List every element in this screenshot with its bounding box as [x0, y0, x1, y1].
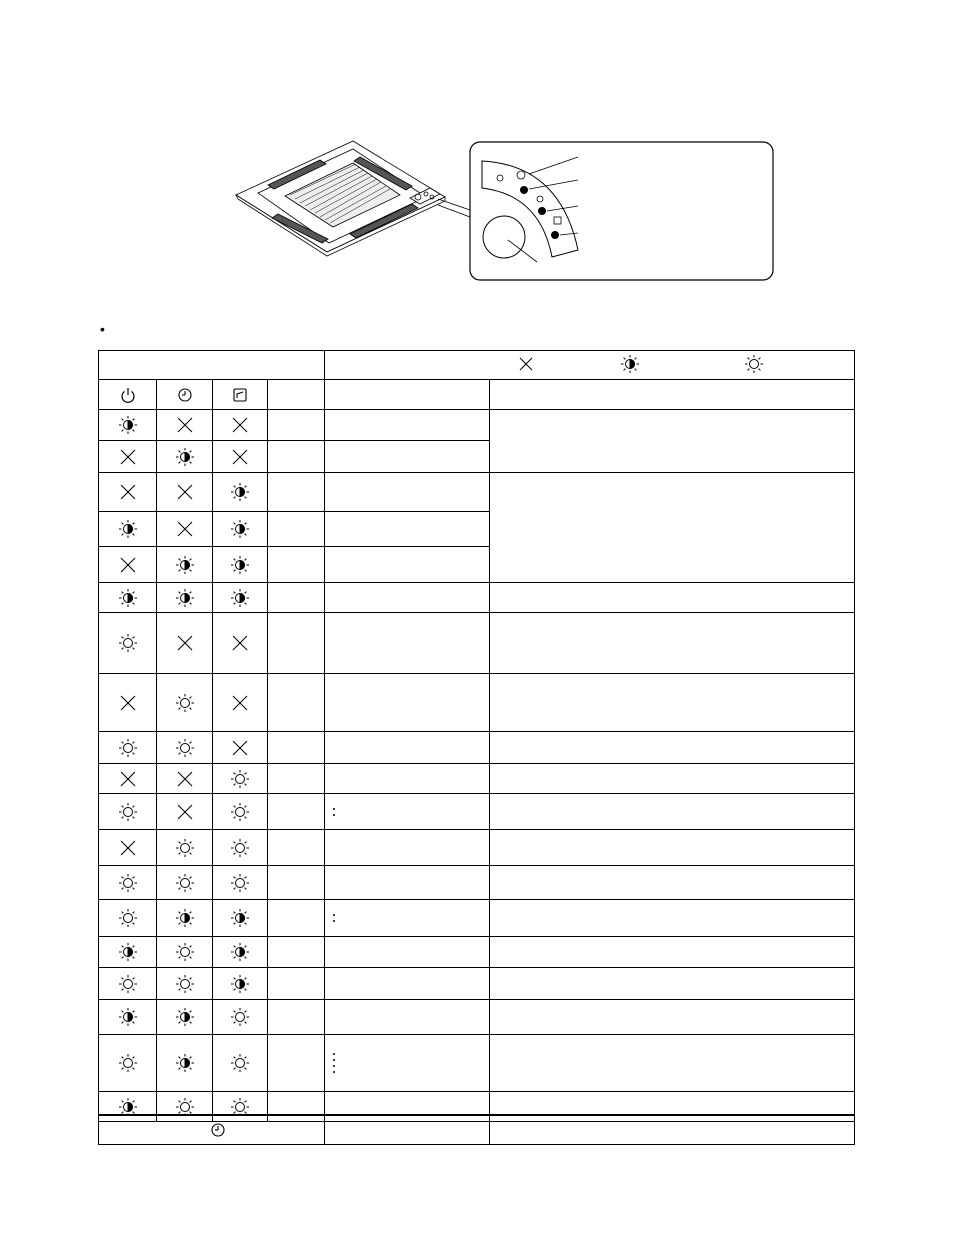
- half-sun-icon: [174, 1006, 196, 1028]
- remedy-cell: [490, 732, 855, 764]
- legend-cell: [325, 351, 855, 380]
- remedy-cell: [490, 900, 855, 937]
- x-icon: [229, 446, 251, 468]
- table-row: [99, 732, 855, 764]
- sun-icon: [744, 354, 764, 374]
- code-cell: [268, 968, 325, 1000]
- table-row: [99, 900, 855, 937]
- filter-lamp-cell: [213, 547, 268, 583]
- timer-lamp-cell: [157, 613, 213, 674]
- filter-lamp-header: [213, 380, 268, 410]
- remedy-cell: [490, 794, 855, 830]
- operation-lamp-header: [99, 380, 157, 410]
- sun-icon: [174, 837, 196, 859]
- half-sun-icon: [229, 907, 251, 929]
- operation-lamp-cell: [99, 830, 157, 866]
- code-cell: [268, 764, 325, 794]
- code-cell: [268, 583, 325, 613]
- remedy-cell: [490, 764, 855, 794]
- filter-lamp-cell: [213, 794, 268, 830]
- timer-lamp-cell: [157, 866, 213, 900]
- led-diagnosis-table: [98, 350, 855, 1122]
- table-row: [99, 866, 855, 900]
- sun-icon: [117, 907, 139, 929]
- x-icon: [174, 414, 196, 436]
- table-row: [99, 937, 855, 968]
- table-row: [99, 830, 855, 866]
- lamp-header-cell: [99, 351, 325, 380]
- table-row: [99, 794, 855, 830]
- cause-cell: [325, 1000, 490, 1035]
- half-sun-icon: [117, 587, 139, 609]
- timer-lamp-cell: [157, 968, 213, 1000]
- operation-lamp-cell: [99, 547, 157, 583]
- power-icon: [118, 385, 138, 405]
- sun-icon: [229, 1052, 251, 1074]
- clock-icon: [175, 385, 195, 405]
- timer-note-table: [98, 1114, 855, 1145]
- half-sun-icon: [620, 354, 640, 374]
- half-sun-icon: [229, 941, 251, 963]
- timer-lamp-cell: [157, 937, 213, 968]
- half-sun-icon: [229, 518, 251, 540]
- x-icon: [516, 354, 536, 374]
- filter-lamp-cell: [213, 441, 268, 473]
- operation-lamp-cell: [99, 1000, 157, 1035]
- cause-cell: [325, 473, 490, 512]
- timer-note-cause: [325, 1115, 490, 1145]
- operation-lamp-cell: [99, 968, 157, 1000]
- operation-lamp-cell: [99, 613, 157, 674]
- operation-lamp-cell: [99, 732, 157, 764]
- table-row: [99, 968, 855, 1000]
- operation-lamp-cell: [99, 1035, 157, 1092]
- x-icon: [229, 414, 251, 436]
- cause-cell: [325, 866, 490, 900]
- timer-note-cell: [99, 1115, 325, 1145]
- filter-lamp-cell: [213, 830, 268, 866]
- code-cell: [268, 1000, 325, 1035]
- cause-cell: [325, 1035, 490, 1092]
- legend-row: [99, 351, 855, 380]
- bullet-point: •: [100, 321, 105, 337]
- remedy-cell: [490, 1000, 855, 1035]
- x-icon: [174, 518, 196, 540]
- code-cell: [268, 900, 325, 937]
- remedy-cell: [490, 866, 855, 900]
- table-row: [99, 1000, 855, 1035]
- code-cell: [268, 866, 325, 900]
- cause-cell: [325, 968, 490, 1000]
- filter-lamp-cell: [213, 473, 268, 512]
- cause-cell: [325, 410, 490, 441]
- remedy-cell: [490, 937, 855, 968]
- sun-icon: [174, 692, 196, 714]
- cause-cell: [325, 732, 490, 764]
- filter-lamp-cell: [213, 900, 268, 937]
- legend-off: [516, 354, 536, 374]
- code-cell: [268, 512, 325, 547]
- table-row: [99, 1035, 855, 1092]
- operation-lamp-cell: [99, 583, 157, 613]
- operation-lamp-cell: [99, 410, 157, 441]
- timer-lamp-cell: [157, 794, 213, 830]
- sun-icon: [174, 973, 196, 995]
- receiver-callout: [438, 142, 773, 280]
- remedy-header: [490, 380, 855, 410]
- cause-cell: [325, 764, 490, 794]
- sun-icon: [229, 872, 251, 894]
- sun-icon: [229, 837, 251, 859]
- filter-lamp-cell: [213, 674, 268, 732]
- filter-lamp-cell: [213, 968, 268, 1000]
- timer-lamp-cell: [157, 512, 213, 547]
- sun-icon: [229, 801, 251, 823]
- code-cell: [268, 794, 325, 830]
- sun-icon: [174, 941, 196, 963]
- half-sun-icon: [117, 414, 139, 436]
- x-icon: [117, 554, 139, 576]
- timer-lamp-header: [157, 380, 213, 410]
- timer-lamp-cell: [157, 583, 213, 613]
- half-sun-icon: [229, 481, 251, 503]
- operation-lamp-cell: [99, 473, 157, 512]
- filter-lamp-cell: [213, 866, 268, 900]
- cause-cell: [325, 794, 490, 830]
- remedy-cell: [490, 968, 855, 1000]
- sun-icon: [117, 801, 139, 823]
- half-sun-icon: [229, 554, 251, 576]
- half-sun-icon: [174, 446, 196, 468]
- x-icon: [229, 632, 251, 654]
- operation-lamp-cell: [99, 900, 157, 937]
- cause-cell: [325, 512, 490, 547]
- timer-lamp-cell: [157, 764, 213, 794]
- cause-cell: [325, 441, 490, 473]
- remedy-cell: [490, 473, 855, 583]
- column-header-row: [99, 380, 855, 410]
- remedy-cell: [490, 830, 855, 866]
- timer-lamp-cell: [157, 473, 213, 512]
- sun-icon: [174, 737, 196, 759]
- filter-lamp-cell: [213, 937, 268, 968]
- sun-icon: [117, 1052, 139, 1074]
- operation-lamp-cell: [99, 512, 157, 547]
- table-row: [99, 613, 855, 674]
- code-cell: [268, 613, 325, 674]
- cause-header: [325, 380, 490, 410]
- half-sun-icon: [229, 587, 251, 609]
- sun-icon: [174, 872, 196, 894]
- cause-cell: [325, 900, 490, 937]
- x-icon: [117, 837, 139, 859]
- x-icon: [117, 692, 139, 714]
- table-row: [99, 764, 855, 794]
- filter-lamp-cell: [213, 613, 268, 674]
- filter-lamp-cell: [213, 583, 268, 613]
- half-sun-icon: [174, 907, 196, 929]
- clock-icon: [208, 1120, 228, 1140]
- remedy-cell: [490, 1035, 855, 1092]
- timer-note-row: [99, 1115, 855, 1145]
- operation-lamp-cell: [99, 674, 157, 732]
- code-cell: [268, 410, 325, 441]
- code-cell: [268, 1035, 325, 1092]
- operation-lamp-cell: [99, 866, 157, 900]
- legend-blink: [620, 354, 640, 374]
- remedy-cell: [490, 583, 855, 613]
- legend-on: [744, 354, 764, 374]
- remedy-cell: [490, 410, 855, 473]
- table-row: [99, 473, 855, 512]
- timer-lamp-cell: [157, 441, 213, 473]
- code-cell: [268, 441, 325, 473]
- operation-lamp-cell: [99, 441, 157, 473]
- unit-illustration: [0, 0, 954, 300]
- code-cell: [268, 937, 325, 968]
- timer-lamp-cell: [157, 732, 213, 764]
- sun-icon: [117, 632, 139, 654]
- cause-cell: [325, 613, 490, 674]
- x-icon: [174, 768, 196, 790]
- code-cell: [268, 830, 325, 866]
- filter-lamp-cell: [213, 1035, 268, 1092]
- table-row: [99, 583, 855, 613]
- code-cell: [268, 473, 325, 512]
- x-icon: [174, 632, 196, 654]
- x-icon: [229, 737, 251, 759]
- half-sun-icon: [229, 973, 251, 995]
- timer-lamp-cell: [157, 830, 213, 866]
- cassette-unit: [236, 141, 445, 256]
- filter-lamp-cell: [213, 410, 268, 441]
- operation-lamp-cell: [99, 794, 157, 830]
- remedy-cell: [490, 674, 855, 732]
- sun-icon: [117, 737, 139, 759]
- timer-lamp-cell: [157, 1000, 213, 1035]
- x-icon: [117, 481, 139, 503]
- code-cell: [268, 732, 325, 764]
- timer-note-remedy: [490, 1115, 855, 1145]
- filter-lamp-cell: [213, 764, 268, 794]
- timer-lamp-cell: [157, 674, 213, 732]
- cause-cell: [325, 547, 490, 583]
- timer-lamp-cell: [157, 900, 213, 937]
- half-sun-icon: [174, 587, 196, 609]
- filter-lamp-cell: [213, 512, 268, 547]
- timer-lamp-cell: [157, 547, 213, 583]
- cause-cell: [325, 937, 490, 968]
- x-icon: [174, 481, 196, 503]
- filter-lamp-cell: [213, 732, 268, 764]
- x-icon: [174, 801, 196, 823]
- code-header: [268, 380, 325, 410]
- x-icon: [229, 692, 251, 714]
- remedy-cell: [490, 613, 855, 674]
- filter-lamp-cell: [213, 1000, 268, 1035]
- timer-lamp-cell: [157, 1035, 213, 1092]
- timer-lamp-cell: [157, 410, 213, 441]
- half-sun-icon: [174, 1052, 196, 1074]
- code-cell: [268, 674, 325, 732]
- half-sun-icon: [117, 518, 139, 540]
- code-cell: [268, 547, 325, 583]
- cause-cell: [325, 674, 490, 732]
- table-row: [99, 410, 855, 441]
- operation-lamp-cell: [99, 764, 157, 794]
- half-sun-icon: [174, 554, 196, 576]
- x-icon: [117, 768, 139, 790]
- sun-icon: [229, 768, 251, 790]
- filter-icon: [230, 385, 250, 405]
- x-icon: [117, 446, 139, 468]
- table-row: [99, 674, 855, 732]
- cause-cell: [325, 830, 490, 866]
- half-sun-icon: [117, 1006, 139, 1028]
- operation-lamp-cell: [99, 937, 157, 968]
- sun-icon: [117, 973, 139, 995]
- sun-icon: [229, 1006, 251, 1028]
- half-sun-icon: [117, 941, 139, 963]
- cause-cell: [325, 583, 490, 613]
- sun-icon: [117, 872, 139, 894]
